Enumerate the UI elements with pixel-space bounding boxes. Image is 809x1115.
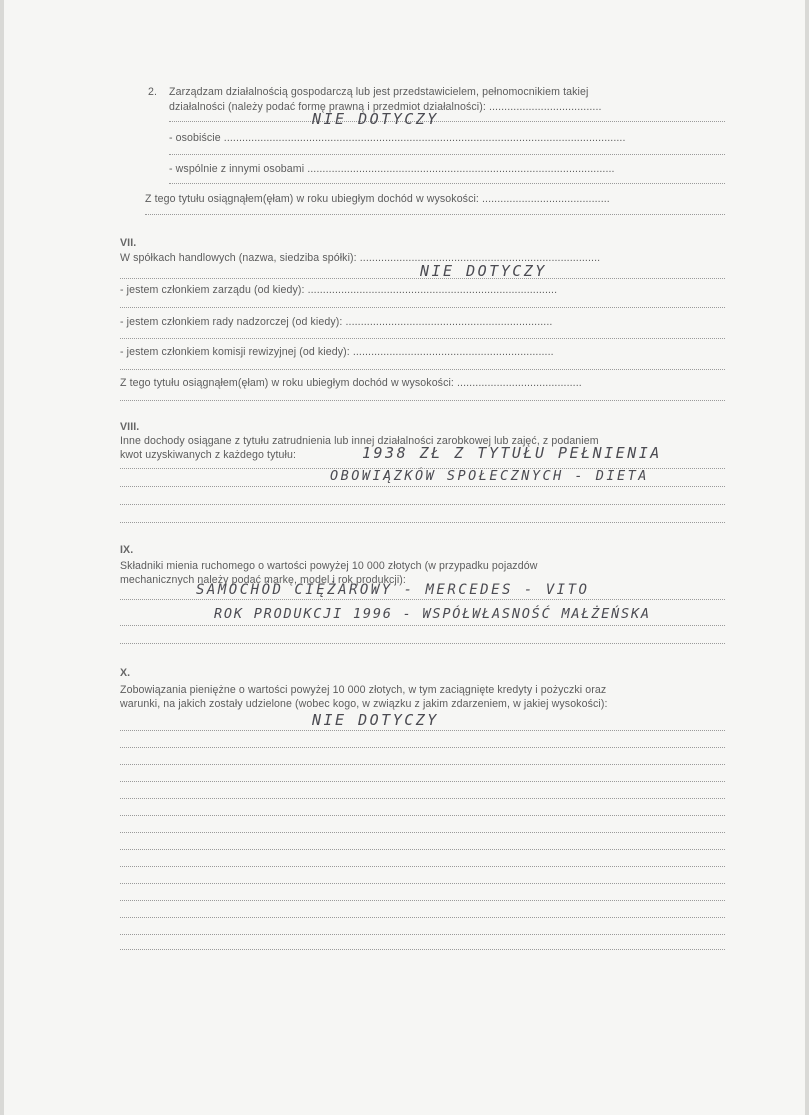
dotted-line [120, 277, 725, 279]
dotted-line [120, 933, 725, 935]
dotted-line [120, 521, 725, 523]
item2-text-line2: działalności (należy podać formę prawną i przedmiot działalności): ..................................... [169, 101, 602, 113]
dotted-line [169, 153, 725, 155]
dotted-line [120, 642, 725, 644]
komisja-line: - jestem członkiem komisji rewizyjnej (od kiedy): .................................................................. [120, 346, 554, 358]
item2-text-line1: Zarządzam działalnością gospodarczą lub jest przedstawicielem, pełnomocnikiem takiej [169, 86, 589, 98]
dotted-line [120, 899, 725, 901]
dotted-line [169, 182, 725, 184]
section-x-text-line1: Zobowiązania pieniężne o wartości powyżej 10 000 złotych, w tym zaciągnięte kredyty i pożyczki oraz [120, 684, 607, 696]
dotted-line [120, 624, 725, 626]
handwritten-dieta-line1: 1938 ZŁ Z TYTUŁU PEŁNIENIA [362, 444, 662, 462]
dotted-line [120, 337, 725, 339]
dotted-line [120, 865, 725, 867]
dotted-line [120, 948, 725, 950]
section-x-numeral: X. [120, 667, 131, 679]
handwritten-dieta-line2: OBOWIĄZKÓW SPOŁECZNYCH - DIETA [330, 468, 649, 484]
dotted-line [120, 306, 725, 308]
dotted-line [145, 213, 725, 215]
dotted-line [169, 120, 725, 122]
handwritten-nie-dotyczy-x: NIE DOTYCZY [312, 711, 439, 729]
zarzad-line: - jestem członkiem zarządu (od kiedy): .................................................................................. [120, 284, 558, 296]
section-vii-numeral: VII. [120, 237, 137, 249]
dotted-line [120, 848, 725, 850]
dotted-line [120, 485, 725, 487]
dotted-line [120, 831, 725, 833]
item2-number: 2. [148, 86, 158, 98]
section-viii-text-line1: Inne dochody osiągane z tytułu zatrudnienia lub innej działalności zarobkowej lub zajęć, z podaniem [120, 435, 599, 447]
dotted-line [120, 598, 725, 600]
handwritten-vehicle-line1: SAMOCHÓD CIĘŻAROWY - MERCEDES - VITO [196, 582, 590, 598]
rada-line: - jestem członkiem rady nadzorczej (od kiedy): .................................................................... [120, 316, 553, 328]
section-ix-numeral: IX. [120, 544, 134, 556]
dotted-line [120, 368, 725, 370]
vii-income-line: Z tego tytułu osiągnąłem(ęłam) w roku ubiegłym dochód w wysokości: ......................................... [120, 377, 582, 389]
scan-edge-left [0, 0, 4, 1115]
section-viii-numeral: VIII. [120, 421, 140, 433]
dotted-line [120, 780, 725, 782]
section-viii-text-line2: kwot uzyskiwanych z każdego tytułu: [120, 449, 297, 461]
dotted-line [120, 746, 725, 748]
dotted-line [120, 503, 725, 505]
dotted-line [120, 916, 725, 918]
section-x-text-line2: warunki, na jakich zostały udzielone (wobec kogo, w związku z jakim zdarzeniem, w jakiej wysokości): [120, 698, 608, 710]
section-ix-text-line1: Składniki mienia ruchomego o wartości powyżej 10 000 złotych (w przypadku pojazdów [120, 560, 538, 572]
dotted-line [120, 399, 725, 401]
section-ix-text-line2: mechanicznych należy podać markę, model i rok produkcji): [120, 574, 406, 586]
dotted-line [120, 467, 725, 469]
dotted-line [120, 763, 725, 765]
handwritten-nie-dotyczy-vi: NIE DOTYCZY [312, 110, 439, 128]
dotted-line [120, 729, 725, 731]
section-vii-title: W spółkach handlowych (nazwa, siedziba spółki): ............................................................................... [120, 252, 601, 264]
dotted-line [120, 814, 725, 816]
wspolnie-line: - wspólnie z innymi osobami ..................................................................................................... [169, 163, 615, 175]
scan-edge-right [805, 0, 809, 1115]
handwritten-nie-dotyczy-vii: NIE DOTYCZY [420, 262, 547, 280]
osobiscie-line: - osobiście .................................................................................................................................... [169, 132, 626, 144]
vi-income-line: Z tego tytułu osiągnąłem(ęłam) w roku ubiegłym dochód w wysokości: .......................................... [145, 193, 610, 205]
dotted-line [120, 797, 725, 799]
handwritten-vehicle-line2: ROK PRODUKCJI 1996 - WSPÓŁWŁASNOŚĆ MAŁŻEŃSKA [214, 606, 651, 622]
dotted-line [120, 882, 725, 884]
